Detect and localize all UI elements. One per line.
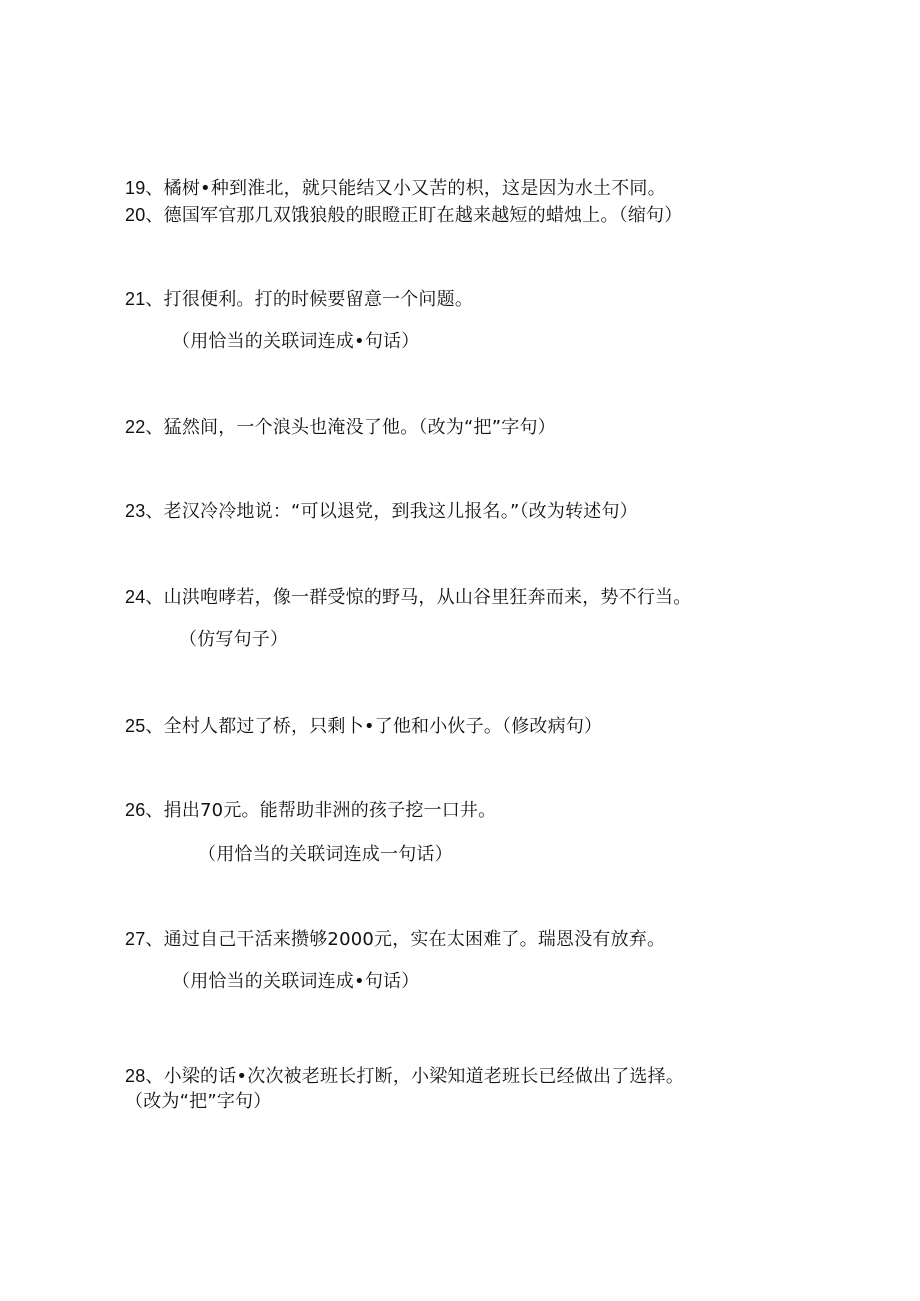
question-text: 、山洪咆哮若，像一群受惊的野马，从山谷里狂奔而来，势不行当。 xyxy=(145,587,692,608)
question-21 xyxy=(125,287,473,312)
question-number: 26 xyxy=(125,800,146,820)
question-23 xyxy=(125,499,638,524)
question-text: 、橘树•种到淮北，就只能结又小又苦的枳，这是因为水土不同。 xyxy=(145,178,666,199)
question-24-instruction: （仿写句子） xyxy=(179,629,289,650)
question-25 xyxy=(125,714,602,739)
question-24 xyxy=(125,585,691,610)
question-text: 、德国军官那几双饿狼般的眼瞪正盯在越来越短的蜡烛上。（缩句） xyxy=(145,205,683,226)
question-19 xyxy=(125,176,666,201)
question-26 xyxy=(125,798,496,823)
question-28-instruction: （改为“把”字句） xyxy=(125,1091,272,1112)
question-number: 20 xyxy=(125,205,146,225)
question-21-instruction: （用恰当的关联词连成•句话） xyxy=(172,331,420,352)
question-number: 28 xyxy=(125,1066,146,1086)
question-text: 、小梁的话•次次被老班长打断，小梁知道老班长已经做出了选择。 xyxy=(145,1066,685,1087)
question-text: 、老汉冷冷地说：“可以退党，到我这儿报名。”（改为转述句） xyxy=(145,501,638,522)
question-number: 23 xyxy=(125,501,146,521)
question-text: 、通过自己干活来攒够2000元，实在太困难了。瑞恩没有放弃。 xyxy=(145,929,666,950)
question-27-instruction: （用恰当的关联词连成•句话） xyxy=(172,971,420,992)
question-text: 、打很便利。打的时候要留意一个问题。 xyxy=(145,289,474,310)
question-number: 19 xyxy=(125,178,146,198)
question-text: 、捐出70元。能帮助非洲的孩子挖一口井。 xyxy=(145,800,497,821)
question-22 xyxy=(125,415,556,440)
question-20 xyxy=(125,203,682,228)
question-26-instruction: （用恰当的关联词连成一句话） xyxy=(198,844,453,865)
question-27 xyxy=(125,927,665,952)
question-number: 25 xyxy=(125,716,146,736)
question-number: 21 xyxy=(125,289,146,309)
question-text: 、全村人都过了桥，只剩卜•了他和小伙子。（修改病句） xyxy=(145,716,603,737)
question-number: 22 xyxy=(125,417,146,437)
question-28 xyxy=(125,1064,684,1089)
question-number: 27 xyxy=(125,929,146,949)
question-number: 24 xyxy=(125,587,146,607)
question-text: 、猛然间，一个浪头也淹没了他。（改为“把”字句） xyxy=(145,417,556,438)
